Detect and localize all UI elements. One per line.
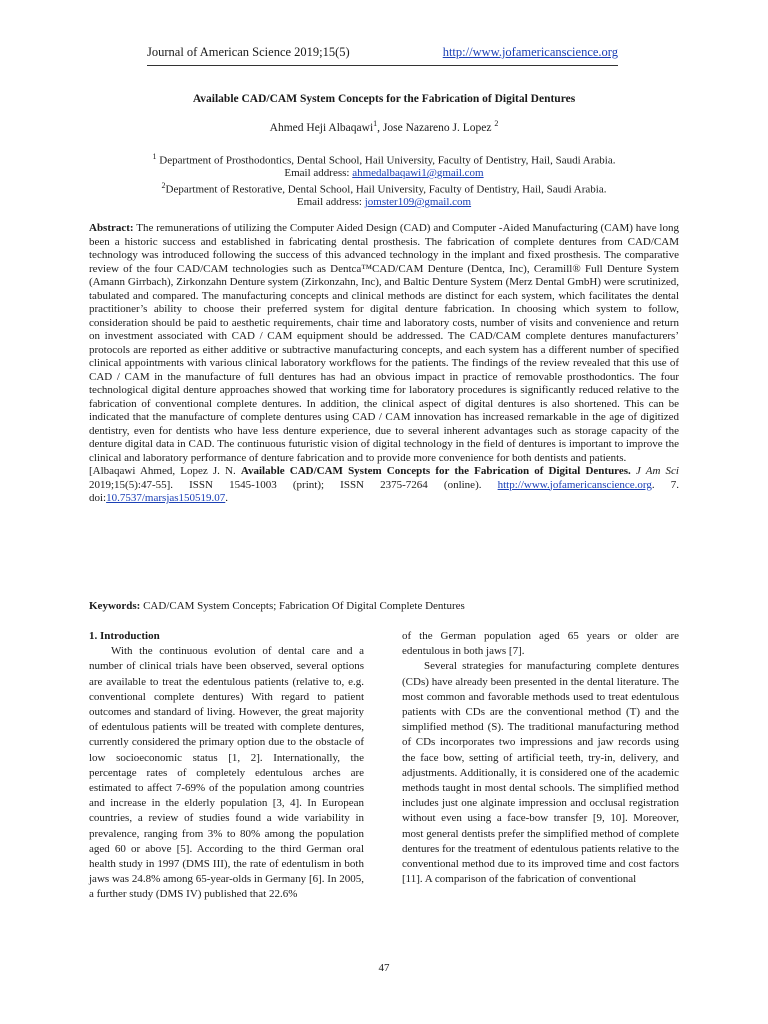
affiliation-1-email: [0, 167, 768, 179]
journal-name: Journal of American Science 2019;15(5): [147, 45, 350, 59]
doi-link[interactable]: 10.7537/marsjas150519.07: [106, 492, 226, 504]
body-paragraph: With the continuous evolution of dental care and a number of clinical trials have been observed, several options are available to treat the edentulous patients (relative to, e.g. conventional complete dentures) With regard to patient outcomes and standard of living. However, the great majority of edentulous patients will be treated with complete dentures, currently considered the primary option due to the obstacle of low socioeconomic status [1, 2]. Internationally, the percentage rates of completely edentulous arches are estimated to affect 7-69% of the population among countries and increase in the elderly population [3, 4]. In European countries, a review of studies found a wide variability in prevalence, ranging from 3% to 80% among the population aged 60 or above [5]. According to the third German oral health study in 1997 (DMS III), the rate of edentulism in both jaws was 24.8% among 65-year-olds in Germany [6]. In 2005, a further study (DMS IV) published that 22.6%: [89, 645, 364, 901]
affiliation-mark: 1: [152, 152, 157, 161]
citation: [89, 465, 679, 504]
citation-authors: [Albaqawi Ahmed, Lopez J. N.: [89, 465, 241, 477]
abstract-text: The remunerations of utilizing the Computer Aided Design (CAD) and Computer -Aided Manufacturing (CAM) have long been a historic success and established in fabricating dental prosthesis. The fabrication of complete dentures from CAD/CAM technology was introduced following the success of this advanced technology in the implant and fixed prosthesis. The comparative review of the four CAD/CAM technologies such as Dentca™CAD/CAM Denture (Dentca, Inc), Ceramill® Full Denture System (Amann Girrbach), Zirkonzahn Denture system (Zirkonzahn, Inc), and Baltic Denture System (Merz Dental GmbH) were scrutinized, tabulated and compared. The manufacturing concepts and clinical methods are distinct for each system, which facilitates the dental practitioner’s ability to choose their preferred system for digital denture fabrication. In choosing which system to follow, consideration should be paid to aesthetic requirements, chair time and laboratory costs, number of visits and convenience and return on investment associated with CAD / CAM equipment should be addressed. The CAD/CAM complete dentures manufacturers’ protocols are reported as either additive or subtractive manufacturing concepts, and each system has a different number of specified clinical appointments with various clinical laboratory workflows for the patients. The findings of the review revealed that this use of CAD / CAM in the manufacture of full dentures has had an obvious impact in practice of removable prosthodontics. The four technological digital denture approaches showed that working time for laboratory procedures is significantly reduced relative to the fabrication of conventional complete dentures. In addition, the clinical aspect of digital dentures is also shortened. This can be indicated that the manufacture of complete dentures using CAD / CAM innovation has increased remarkable in the age of digitized dentistry, even for dentists who have less denture experience, due to several inherent advantages such as storage capacity of the denture digital data in CAD. The continuous futuristic vision of digital technology in the field of dentures is important to improve the clinical and laboratory performance of denture fabrication and to provide more convenience for both dentists and patients.: [89, 222, 679, 464]
citation-details: 2019;15(5):47-55]. ISSN 1545-1003 (print); ISSN 2375-7264 (online).: [89, 478, 498, 491]
citation-tail: .: [225, 492, 229, 504]
abstract: [89, 222, 679, 506]
section-heading: 1. Introduction: [89, 630, 160, 642]
author-name: Jose Nazareno J. Lopez: [382, 121, 492, 134]
email-link[interactable]: jomster109@gmail.com: [364, 196, 472, 208]
journal-url-link[interactable]: http://www.jofamericanscience.org: [442, 45, 618, 59]
running-header: [147, 45, 618, 66]
keywords-label: Keywords:: [89, 600, 141, 612]
email-label: Email address:: [296, 196, 365, 208]
affiliation-1: [0, 152, 768, 167]
affiliation-mark: 2: [161, 181, 166, 190]
author-list: [0, 119, 768, 134]
citation-journal: J Am Sci: [630, 465, 679, 477]
author-separator: ,: [377, 121, 383, 134]
body-column-right: [402, 629, 679, 887]
affiliation-2: [0, 181, 768, 196]
affiliation-text: Department of Restorative, Dental School, Hail University, Faculty of Dentistry, Hail, Saudi Arabia.: [165, 183, 607, 196]
email-label: Email address:: [284, 167, 353, 179]
page-number: 47: [378, 962, 390, 974]
affiliation-2-email: [0, 196, 768, 208]
body-column-left: [89, 629, 364, 903]
citation-title: Available CAD/CAM System Concepts for the Fabrication of Digital Dentures.: [240, 465, 631, 477]
keywords: [89, 600, 679, 612]
citation-doi-label: . 7. doi:: [89, 478, 679, 504]
author-name: Ahmed Heji Albaqawi: [269, 121, 374, 134]
affiliation-mark: 1: [373, 119, 378, 128]
affiliation-mark: 2: [494, 119, 499, 128]
paper-title: Available CAD/CAM System Concepts for the Fabrication of Digital Dentures: [192, 93, 576, 105]
body-paragraph: of the German population aged 65 years or older are edentulous in both jaws [7].: [402, 630, 679, 658]
email-link[interactable]: ahmedalbaqawi1@gmail.com: [352, 167, 484, 179]
abstract-label: Abstract:: [89, 222, 134, 234]
body-paragraph: Several strategies for manufacturing complete dentures (CDs) have already been presented in the dental literature. The most common and favorable methods used to treat edentulous patients with CDs are the conventional method (T) and the simplified method (S). The traditional manufacturing method of CDs incorporates two impressions and jaw records using the face bow, setting of artificial teeth, try-in, delivery, and adjustments. Additionally, it is considered one of the academic methods taught in most dental schools. The simplified method includes just one alginate impression and occlusal registration without even using a face-bow transfer [9, 10]. Moreover, most general dentists prefer the simplified method of complete dentures for the treatment of edentulous patients relative to the conventional method due to its improved time and cost factors [11]. A comparison of the fabrication of conventional: [402, 660, 679, 886]
citation-url-link[interactable]: http://www.jofamericanscience.org: [497, 478, 652, 491]
keywords-text: CAD/CAM System Concepts; Fabrication Of Digital Complete Dentures: [140, 600, 465, 612]
affiliation-text: Department of Prosthodontics, Dental School, Hail University, Faculty of Dentistry, Hail, Saudi Arabia.: [156, 154, 616, 167]
